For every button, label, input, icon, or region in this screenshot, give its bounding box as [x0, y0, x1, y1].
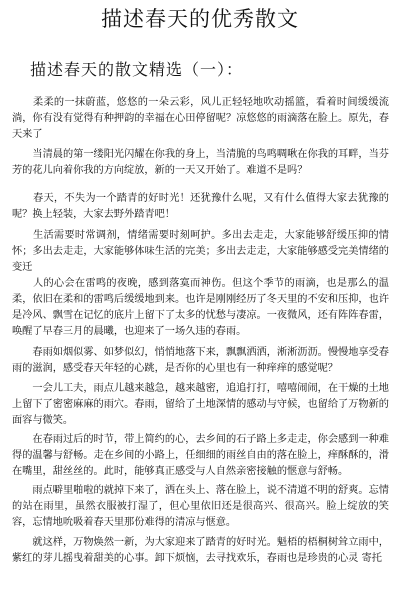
paragraph: 春雨如烟似雾、如梦似幻，悄悄地落下来，飘飘洒洒，淅淅沥沥。慢慢地享受春雨的滋润，感受春天年轻的心跳，是否你的心里也有一种痒痒的感觉呢？	[12, 347, 389, 374]
paragraph: 一会儿工夫，雨点儿越来越急，越来越密，追追打打，嘻嘻闹闹，在干燥的土地上留下了密密麻麻的雨穴。春雨，留给了土地深情的感动与守候，也留给了万物新的面容与微笑。	[12, 383, 389, 426]
paragraph: 雨点噼里啪啦的就掉下来了，洒在头上、落在脸上，说不清道不明的舒爽。忘情的站在雨里，虽然衣服被打湿了，但心里依旧还是很高兴、很高兴。脸上绽放的笑容，忘情地吮吸着春天里那份难得的清凉与惬意。	[12, 485, 389, 528]
paragraph: 春天，不失为一个踏青的好时光！还犹豫什么呢，又有什么值得大家去犹豫的呢？换上轻装，大家去野外踏青吧！	[12, 193, 389, 220]
paragraph: 就这样，万物焕然一新，为大家迎来了踏青的好时光。魁梧的梧桐树耸立雨中，紫红的芽儿摇曳着甜美的心事。卸下烦恼，去寻找欢乐，春雨也是珍贵的心灵 寄托	[12, 537, 389, 564]
paragraph: 在春雨过后的时节，带上简约的心，去乡间的石子路上多走走，你会感到一种难得的温馨与舒畅。走在乡间的小路上，任细细的雨丝自由的落在脸上，痒酥酥的，滑在嘴里，甜丝丝的。此时，能够真正感受与人自然亲密接触的惬意与舒畅。	[12, 434, 389, 477]
paragraph: 人的心会在雷鸣的夜晚，感到落寞而神伤。但这个季节的雨滴，也是那么的温柔，依旧在柔和的雷鸣后缓缓地到来。也许是刚刚经历了冬天里的不安和压抑，也许是冷风、飘雪在记忆的底片上留下了太多的忧愁与凄凉。一夜微风，还有阵阵春雷，唤醒了早春三月的晨曦，也迎来了一场久违的春雨。	[12, 278, 389, 337]
section-heading: 描述春天的散文精选（一）：	[30, 60, 244, 79]
paragraph: 当清晨的第一缕阳光闪耀在你我的身上，当清脆的鸟鸣啁啾在你我的耳畔，当芬芳的花儿向着你我的方向绽放，新的一天又开始了。难道不是吗？	[12, 149, 389, 176]
paragraph: 生活需要时常调剂，情绪需要时刻呵护。多出去走走，大家能够舒缓压抑的情怀；多出去走走，大家能够体味生活的完美；多出去走走，大家能够感受完美情绪的变迁	[12, 230, 389, 273]
paragraph: 柔柔的一抹蔚蓝，悠悠的一朵云彩，风儿正轻轻地吹动摇篮，看着时间缓缓流淌，你有没有觉得有种押韵的幸福在心田停留呢？凉悠悠的雨滴落在脸上。原先，春天来了	[12, 97, 389, 140]
document-title: 描述春天的优秀散文	[101, 7, 299, 31]
